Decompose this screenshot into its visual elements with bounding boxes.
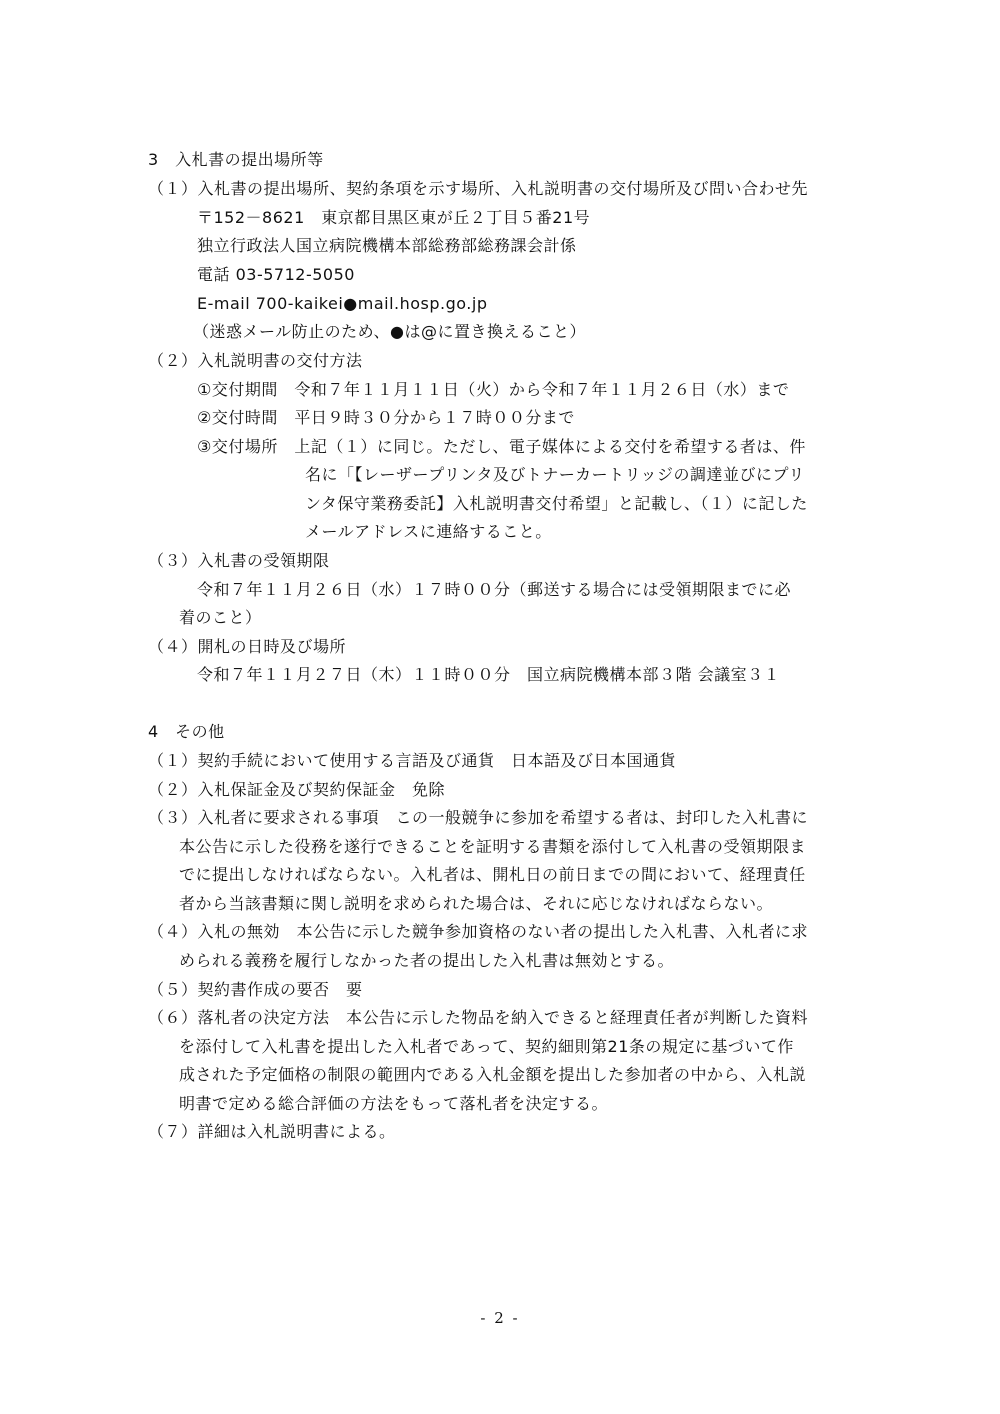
section-3-item-2-title: （２）入札説明書の交付方法 bbox=[148, 351, 363, 370]
delivery-place-line: 名に「【レーザープリンタ及びトナーカートリッジの調達並びにプリ bbox=[305, 465, 805, 484]
opening-datetime-place: 令和７年１１月２７日（木）１１時００分 国立病院機構本部３階 会議室３１ bbox=[197, 665, 781, 684]
organization-name: 独立行政法人国立病院機構本部総務部総務課会計係 bbox=[197, 236, 577, 255]
telephone-number: 電話 03-5712-5050 bbox=[197, 265, 355, 284]
delivery-place-line: ンタ保守業務委託】入札説明書交付希望」と記載し、（１）に記した bbox=[305, 494, 808, 513]
section-3-item-3-title: （３）入札書の受領期限 bbox=[148, 551, 330, 570]
section-4-item-2: （２）入札保証金及び契約保証金 免除 bbox=[148, 780, 446, 799]
section-4-heading: 4 その他 bbox=[148, 722, 225, 741]
receipt-deadline-line: 令和７年１１月２６日（水）１７時００分（郵送する場合には受領期限までに必 bbox=[197, 580, 792, 599]
section-3-item-4-title: （４）開札の日時及び場所 bbox=[148, 637, 347, 656]
section-4-item-5: （５）契約書作成の要否 要 bbox=[148, 980, 363, 999]
section-3-heading: 3 入札書の提出場所等 bbox=[148, 150, 324, 169]
delivery-period: ①交付期間 令和７年１１月１１日（火）から令和７年１１月２６日（水）まで bbox=[197, 380, 790, 399]
postal-address: 〒152－8621 東京都目黒区東が丘２丁目５番21号 bbox=[197, 208, 591, 227]
section-4-item-4-line: （４）入札の無効 本公告に示した競争参加資格のない者の提出した入札書、入札者に求 bbox=[148, 922, 809, 941]
email-address: E-mail 700-kaikei●mail.hosp.go.jp bbox=[197, 294, 488, 313]
page-number: - 2 - bbox=[480, 1309, 520, 1327]
section-4-item-6-line: （６）落札者の決定方法 本公告に示した物品を納入できると経理責任者が判断した資料 bbox=[148, 1008, 809, 1027]
section-4-item-6-line: 成された予定価格の制限の範囲内である入札金額を提出した参加者の中から、入札説 bbox=[179, 1065, 807, 1084]
section-4-item-6-line: 明書で定める総合評価の方法をもって落札者を決定する。 bbox=[179, 1094, 609, 1113]
section-4-item-3-line: でに提出しなければならない。入札者は、開札日の前日までの間において、経理責任 bbox=[179, 865, 806, 884]
delivery-hours: ②交付時間 平日９時３０分から１７時００分まで bbox=[197, 408, 575, 427]
section-4-item-7: （７）詳細は入札説明書による。 bbox=[148, 1122, 396, 1141]
section-3-item-1-title: （１）入札書の提出場所、契約条項を示す場所、入札説明書の交付場所及び問い合わせ先 bbox=[148, 179, 809, 198]
delivery-place-line: メールアドレスに連絡すること。 bbox=[305, 522, 552, 541]
receipt-deadline-line: 着のこと） bbox=[179, 608, 262, 627]
email-note: （迷惑メール防止のため、●は@に置き換えること） bbox=[193, 322, 587, 341]
section-4-item-3-line: 本公告に示した役務を遂行できることを証明する書類を添付して入札書の受領期限ま bbox=[179, 837, 807, 856]
section-4-item-6-line: を添付して入札書を提出した入札者であって、契約細則第21条の規定に基づいて作 bbox=[179, 1037, 794, 1056]
section-4-item-3-line: 者から当該書類に関し説明を求められた場合は、それに応じなければならない。 bbox=[179, 894, 774, 913]
section-4-item-3-line: （３）入札者に要求される事項 この一般競争に参加を希望する者は、封印した入札書に bbox=[148, 808, 809, 827]
section-4-item-1: （１）契約手続において使用する言語及び通貨 日本語及び日本国通貨 bbox=[148, 751, 677, 770]
section-4-item-4-line: められる義務を履行しなかった者の提出した入札書は無効とする。 bbox=[179, 951, 675, 970]
delivery-place-line: ③交付場所 上記（１）に同じ。ただし、電子媒体による交付を希望する者は、件 bbox=[197, 437, 806, 456]
